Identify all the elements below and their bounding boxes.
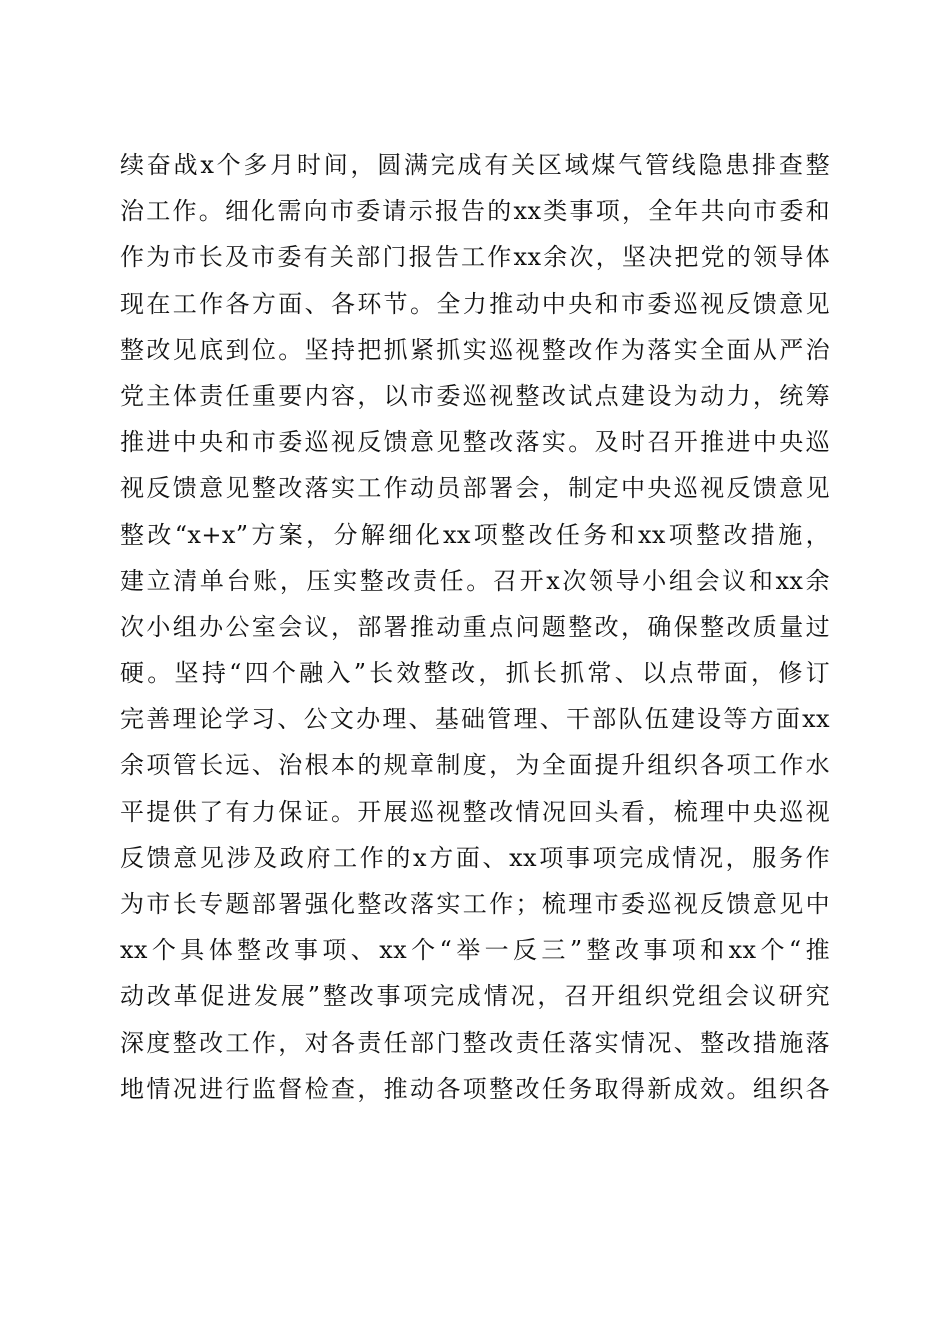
text-line: 治工作。细化需向市委请示报告的xx类事项，全年共向市委和 (120, 197, 830, 226)
text-line: 推进中央和市委巡视反馈意见整改落实。及时召开推进中央巡 (120, 428, 830, 457)
text-line: 续奋战x个多月时间，圆满完成有关区域煤气管线隐患排查整 (120, 151, 830, 179)
text-line: 完善理论学习、公文办理、基础管理、干部队伍建设等方面xx (120, 705, 830, 734)
text-line: 党主体责任重要内容，以市委巡视整改试点建设为动力，统筹 (120, 381, 830, 410)
text-line: 余项管长远、治根本的规章制度，为全面提升组织各项工作水 (120, 751, 830, 780)
text-line: 现在工作各方面、各环节。全力推动中央和市委巡视反馈意见 (120, 289, 830, 318)
text-line: 整改见底到位。坚持把抓紧抓实巡视整改作为落实全面从严治 (120, 335, 830, 364)
text-line: 作为市长及市委有关部门报告工作xx余次，坚决把党的领导体 (120, 243, 830, 272)
text-line: 平提供了有力保证。开展巡视整改情况回头看，梳理中央巡视 (120, 797, 830, 826)
text-line: 整改“x+x”方案，分解细化xx项整改任务和xx项整改措施， (120, 520, 830, 549)
text-line: 建立清单台账，压实整改责任。召开x次领导小组会议和xx余 (120, 566, 830, 595)
text-line: 动改革促进发展”整改事项完成情况，召开组织党组会议研究 (120, 982, 830, 1011)
text-line: 视反馈意见整改落实工作动员部署会，制定中央巡视反馈意见 (120, 474, 830, 503)
text-line: xx个具体整改事项、xx个“举一反三”整改事项和xx个“推 (120, 936, 830, 965)
text-line: 硬。坚持“四个融入”长效整改，抓长抓常、以点带面，修订 (120, 659, 830, 688)
text-line: 反馈意见涉及政府工作的x方面、xx项事项完成情况，服务作 (120, 843, 830, 872)
text-line: 深度整改工作，对各责任部门整改责任落实情况、整改措施落 (120, 1028, 830, 1057)
body-paragraph (120, 142, 830, 1112)
text-line: 地情况进行监督检查，推动各项整改任务取得新成效。组织各 (120, 1074, 830, 1103)
text-line: 为市长专题部署强化整改落实工作；梳理市委巡视反馈意见中 (120, 890, 830, 918)
text-line: 次小组办公室会议，部署推动重点问题整改，确保整改质量过 (120, 612, 830, 641)
